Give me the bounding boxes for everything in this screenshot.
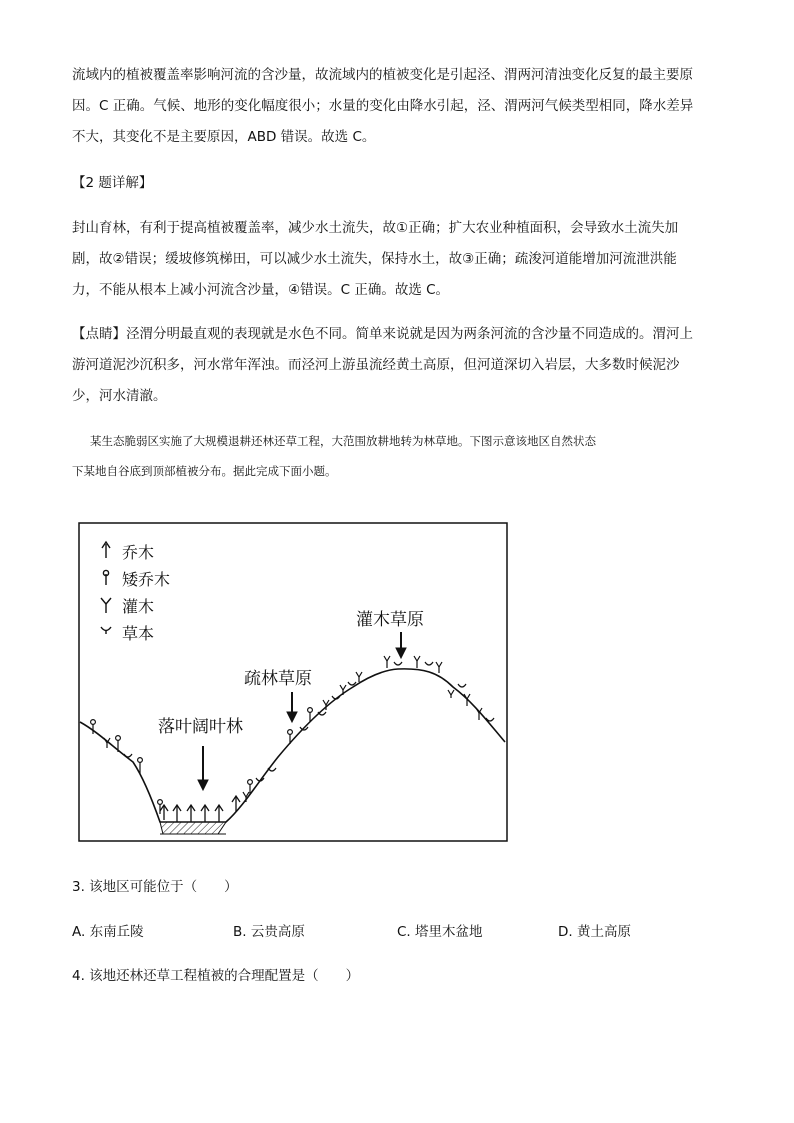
text-line: 因。C 正确。气候、地形的变化幅度很小；水量的变化由降水引起，泾、渭两河气候类型相同，降水差异 (72, 98, 694, 114)
legend-label-grass: 草本 (122, 624, 155, 643)
text-line: 游河道泥沙沉积多，河水常年浑浊。而泾河上游虽流经黄土高原，但河道深切入岩层，大多数时候泥沙 (72, 357, 680, 373)
legend-label-dwarf-tree: 矮乔木 (122, 570, 171, 589)
vegetation-profile-svg (78, 522, 508, 842)
option-b[interactable]: B. 云贵高原 (233, 924, 305, 940)
option-a[interactable]: A. 东南丘陵 (72, 924, 144, 940)
label-shrub-grassland: 灌木草原 (356, 610, 424, 630)
label-deciduous-forest: 落叶阔叶林 (158, 717, 243, 737)
vegetation-profile-figure (78, 522, 508, 842)
text-line: 某生态脆弱区实施了大规模退耕还林还草工程，大范围放耕地转为林草地。下图示意该地区自然状态 (90, 434, 596, 448)
label-sparse-forest-grassland: 疏林草原 (244, 669, 312, 689)
text-line: 封山育林，有利于提高植被覆盖率，减少水土流失，故①正确；扩大农业种植面积，会导致水土流失加 (72, 220, 679, 236)
question-3-stem: 3. 该地区可能位于（ ） (72, 879, 238, 895)
text-line: 流域内的植被覆盖率影响河流的含沙量，故流域内的植被变化是引起泾、渭两河清浊变化反复的最主要原 (72, 67, 693, 83)
text-line: 力，不能从根本上减小河流含沙量，④错误。C 正确。故选 C。 (72, 282, 450, 298)
comment-paragraph (72, 319, 720, 412)
explanation-q1 (72, 60, 720, 153)
question-4-stem: 4. 该地还林还草工程植被的合理配置是（ ） (72, 968, 360, 984)
q2-header (72, 168, 720, 199)
legend-label-shrub: 灌木 (122, 597, 155, 616)
figure-intro (72, 426, 722, 486)
section-heading: 【2 题详解】 (72, 175, 153, 191)
river-bed (160, 822, 226, 834)
explanation-q2 (72, 213, 720, 306)
text-line: 下某地自谷底到顶部植被分布。据此完成下面小题。 (72, 464, 337, 478)
option-d[interactable]: D. 黄土高原 (558, 924, 631, 940)
option-c[interactable]: C. 塔里木盆地 (397, 924, 483, 940)
text-line: 不大，其变化不是主要原因，ABD 错误。故选 C。 (72, 129, 376, 145)
text-line: 【点睛】泾渭分明最直观的表现就是水色不同。简单来说就是因为两条河流的含沙量不同造成的。渭河上 (72, 326, 693, 342)
legend-label-tree: 乔木 (122, 543, 155, 562)
text-line: 剧，故②错误；缓坡修筑梯田，可以减少水土流失，保持水土，故③正确；疏浚河道能增加河流泄洪能 (72, 251, 677, 267)
text-line: 少，河水清澈。 (72, 388, 167, 404)
